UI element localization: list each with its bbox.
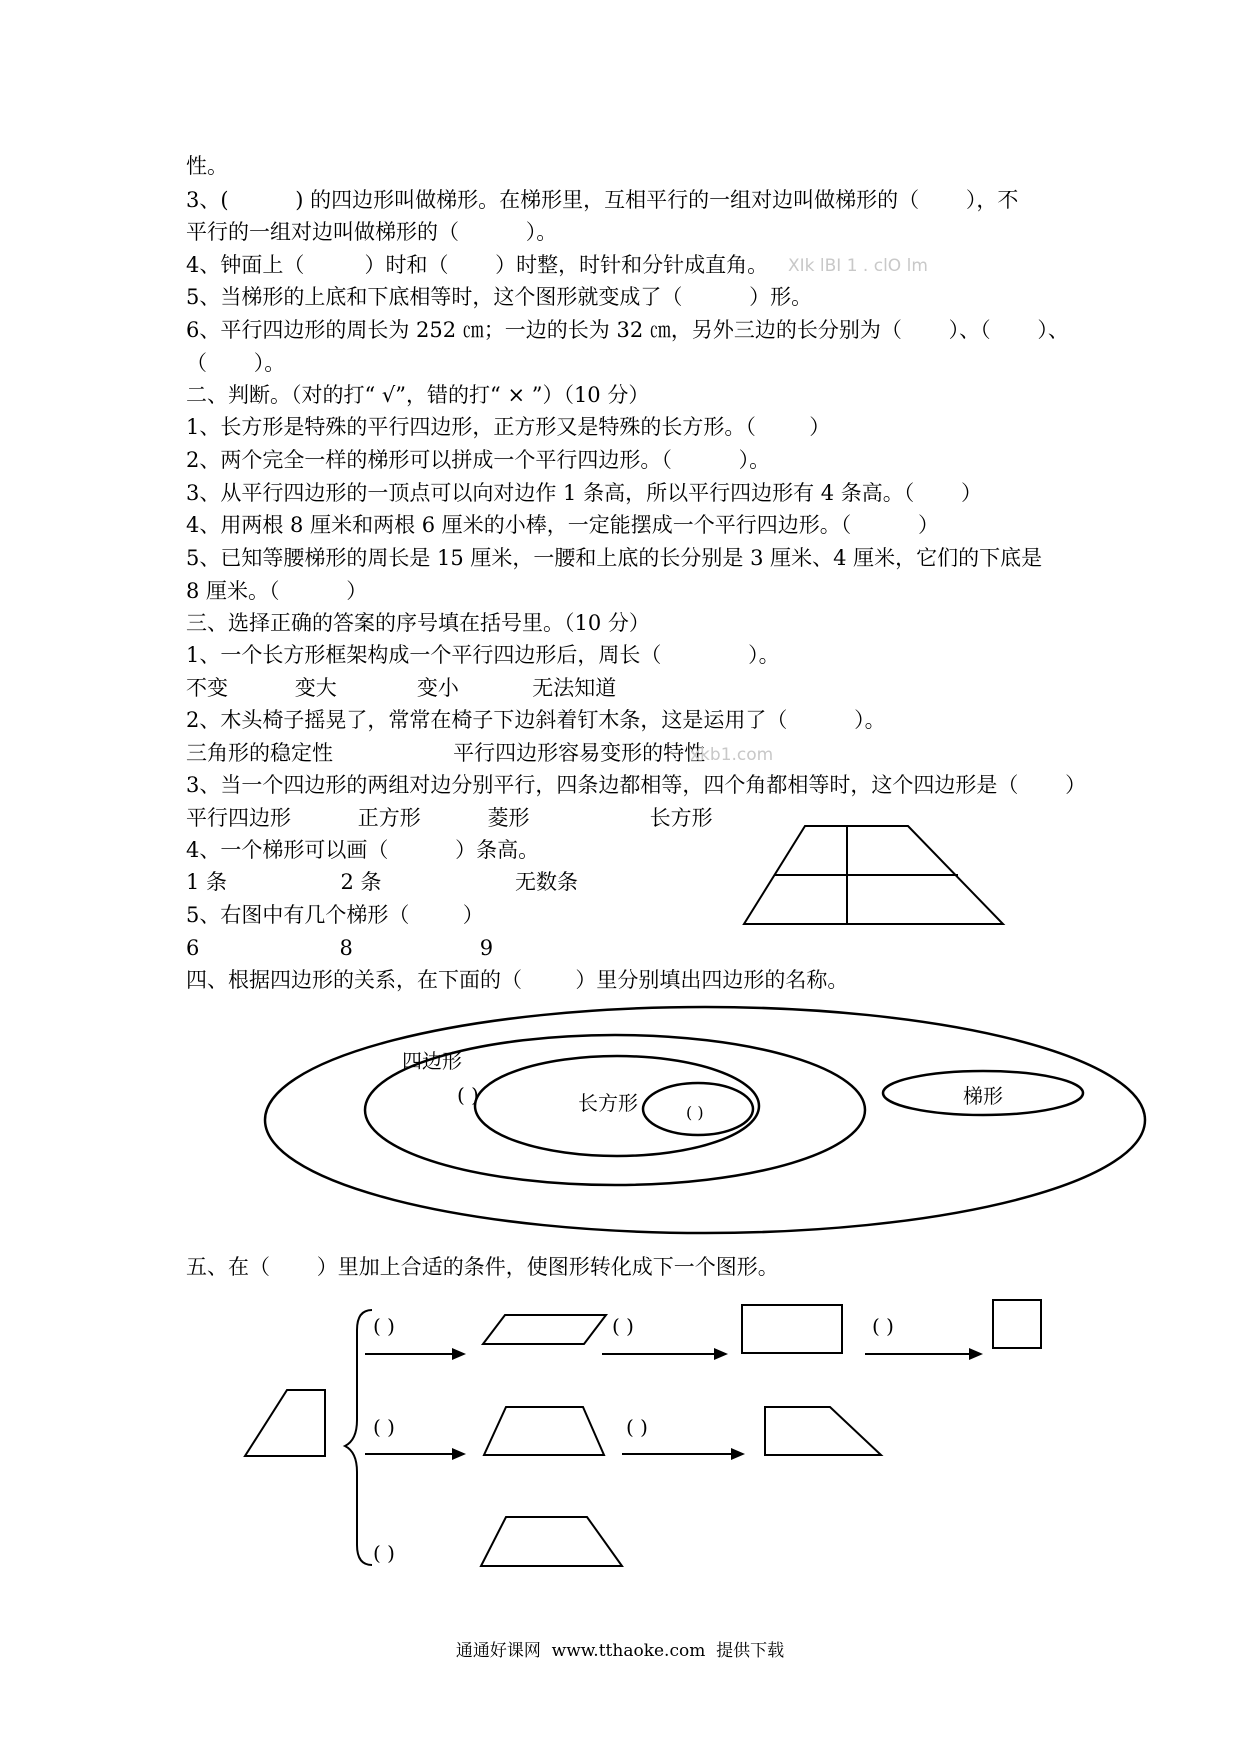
text-line: 2、木头椅子摇晃了，常常在椅子下边斜着钉木条，这是运用了（ ）。 [186, 708, 886, 732]
text-line: 3、从平行四边形的一顶点可以向对边作 1 条高，所以平行四边形有 4 条高。（ ） [186, 481, 983, 505]
text-line: 6、平行四边形的周长为 252 ㎝；一边的长为 32 ㎝，另外三边的长分别为（ ）、（ ）、 [186, 318, 1069, 342]
text-line: 5、已知等腰梯形的周长是 15 厘米，一腰和上底的长分别是 3 厘米、4 厘米，它们的下底是 [186, 546, 1043, 570]
text-line: （ ）。 [186, 351, 286, 375]
watermark: xkb1.com [690, 745, 774, 765]
text-line: 1、长方形是特殊的平行四边形，正方形又是特殊的长方形。（ ） [186, 415, 831, 439]
brace [345, 1310, 372, 1565]
text-line: 4、钟面上（ ）时和（ ）时整，时针和分针成直角。 [186, 253, 769, 277]
choice-line: 三角形的稳定性 平行四边形容易变形的特性 [186, 741, 706, 765]
text-line: 4、用两根 8 厘米和两根 6 厘米的小棒，一定能摆成一个平行四边形。（ ） [186, 513, 940, 537]
venn-quadrilateral-label: 四边形 [402, 1049, 462, 1073]
text-line: 1、一个长方形框架构成一个平行四边形后，周长（ ）。 [186, 643, 780, 667]
text-line: 平行的一组对边叫做梯形的（ ）。 [186, 220, 558, 244]
text-line: 3、当一个四边形的两组对边分别平行，四条边都相等，四个角都相等时，这个四边形是（ ） [186, 773, 1087, 797]
section-heading: 五、在（ ）里加上合适的条件，使图形转化成下一个图形。 [186, 1255, 779, 1279]
condition-blank: ( ) [373, 1415, 395, 1439]
condition-blank: ( ) [626, 1415, 648, 1439]
trapezoid-shape [484, 1407, 604, 1455]
choice-line: 6 8 9 [186, 936, 494, 960]
arrowheads [452, 1348, 983, 1460]
parallelogram-shape [483, 1315, 606, 1344]
choice-line: 平行四边形 正方形 菱形 长方形 [186, 806, 713, 830]
trapezoid-grid-figure [744, 826, 1003, 924]
page-footer: 通通好课网 www.tthaoke.com 提供下载 [455, 1641, 785, 1661]
choice-line: 1 条 2 条 无数条 [186, 870, 579, 894]
venn-blank: ( ) [457, 1083, 479, 1107]
isosceles-trapezoid-shape [481, 1517, 622, 1566]
text-line: 8 厘米。（ ） [186, 579, 368, 603]
watermark: XIk lBI 1 . clO lm [788, 256, 928, 276]
text-line: 3、( ) 的四边形叫做梯形。在梯形里，互相平行的一组对边叫做梯形的（ ），不 [186, 188, 1019, 212]
choice-line: 不变 变大 变小 无法知道 [186, 676, 617, 700]
quadrilateral-venn-diagram [265, 1007, 1145, 1233]
text-line: 性。 [186, 154, 228, 178]
square-shape [993, 1300, 1041, 1348]
condition-blank: ( ) [373, 1541, 395, 1565]
condition-blank: ( ) [373, 1314, 395, 1338]
section-heading: 四、根据四边形的关系，在下面的（ ）里分别填出四边形的名称。 [186, 968, 849, 992]
venn-rectangle-label: 长方形 [578, 1091, 638, 1115]
rectangle-shape [742, 1305, 842, 1353]
condition-blank: ( ) [872, 1314, 894, 1338]
section-heading: 二、判断。（对的打“ √”，错的打“ × ”）（10 分） [186, 383, 650, 407]
condition-blank: ( ) [612, 1314, 634, 1338]
text-line: 5、当梯形的上底和下底相等时，这个图形就变成了（ ）形。 [186, 285, 813, 309]
text-line: 2、两个完全一样的梯形可以拼成一个平行四边形。（ ）。 [186, 448, 771, 472]
text-line: 5、右图中有几个梯形（ ） [186, 903, 484, 927]
venn-trapezoid-label: 梯形 [963, 1084, 1003, 1108]
start-trapezoid-shape [245, 1390, 325, 1456]
section-heading: 三、选择正确的答案的序号填在括号里。（10 分） [186, 611, 650, 635]
text-line: 4、一个梯形可以画（ ）条高。 [186, 838, 540, 862]
right-trapezoid-shape [765, 1407, 881, 1455]
venn-blank: ( ) [686, 1103, 704, 1122]
